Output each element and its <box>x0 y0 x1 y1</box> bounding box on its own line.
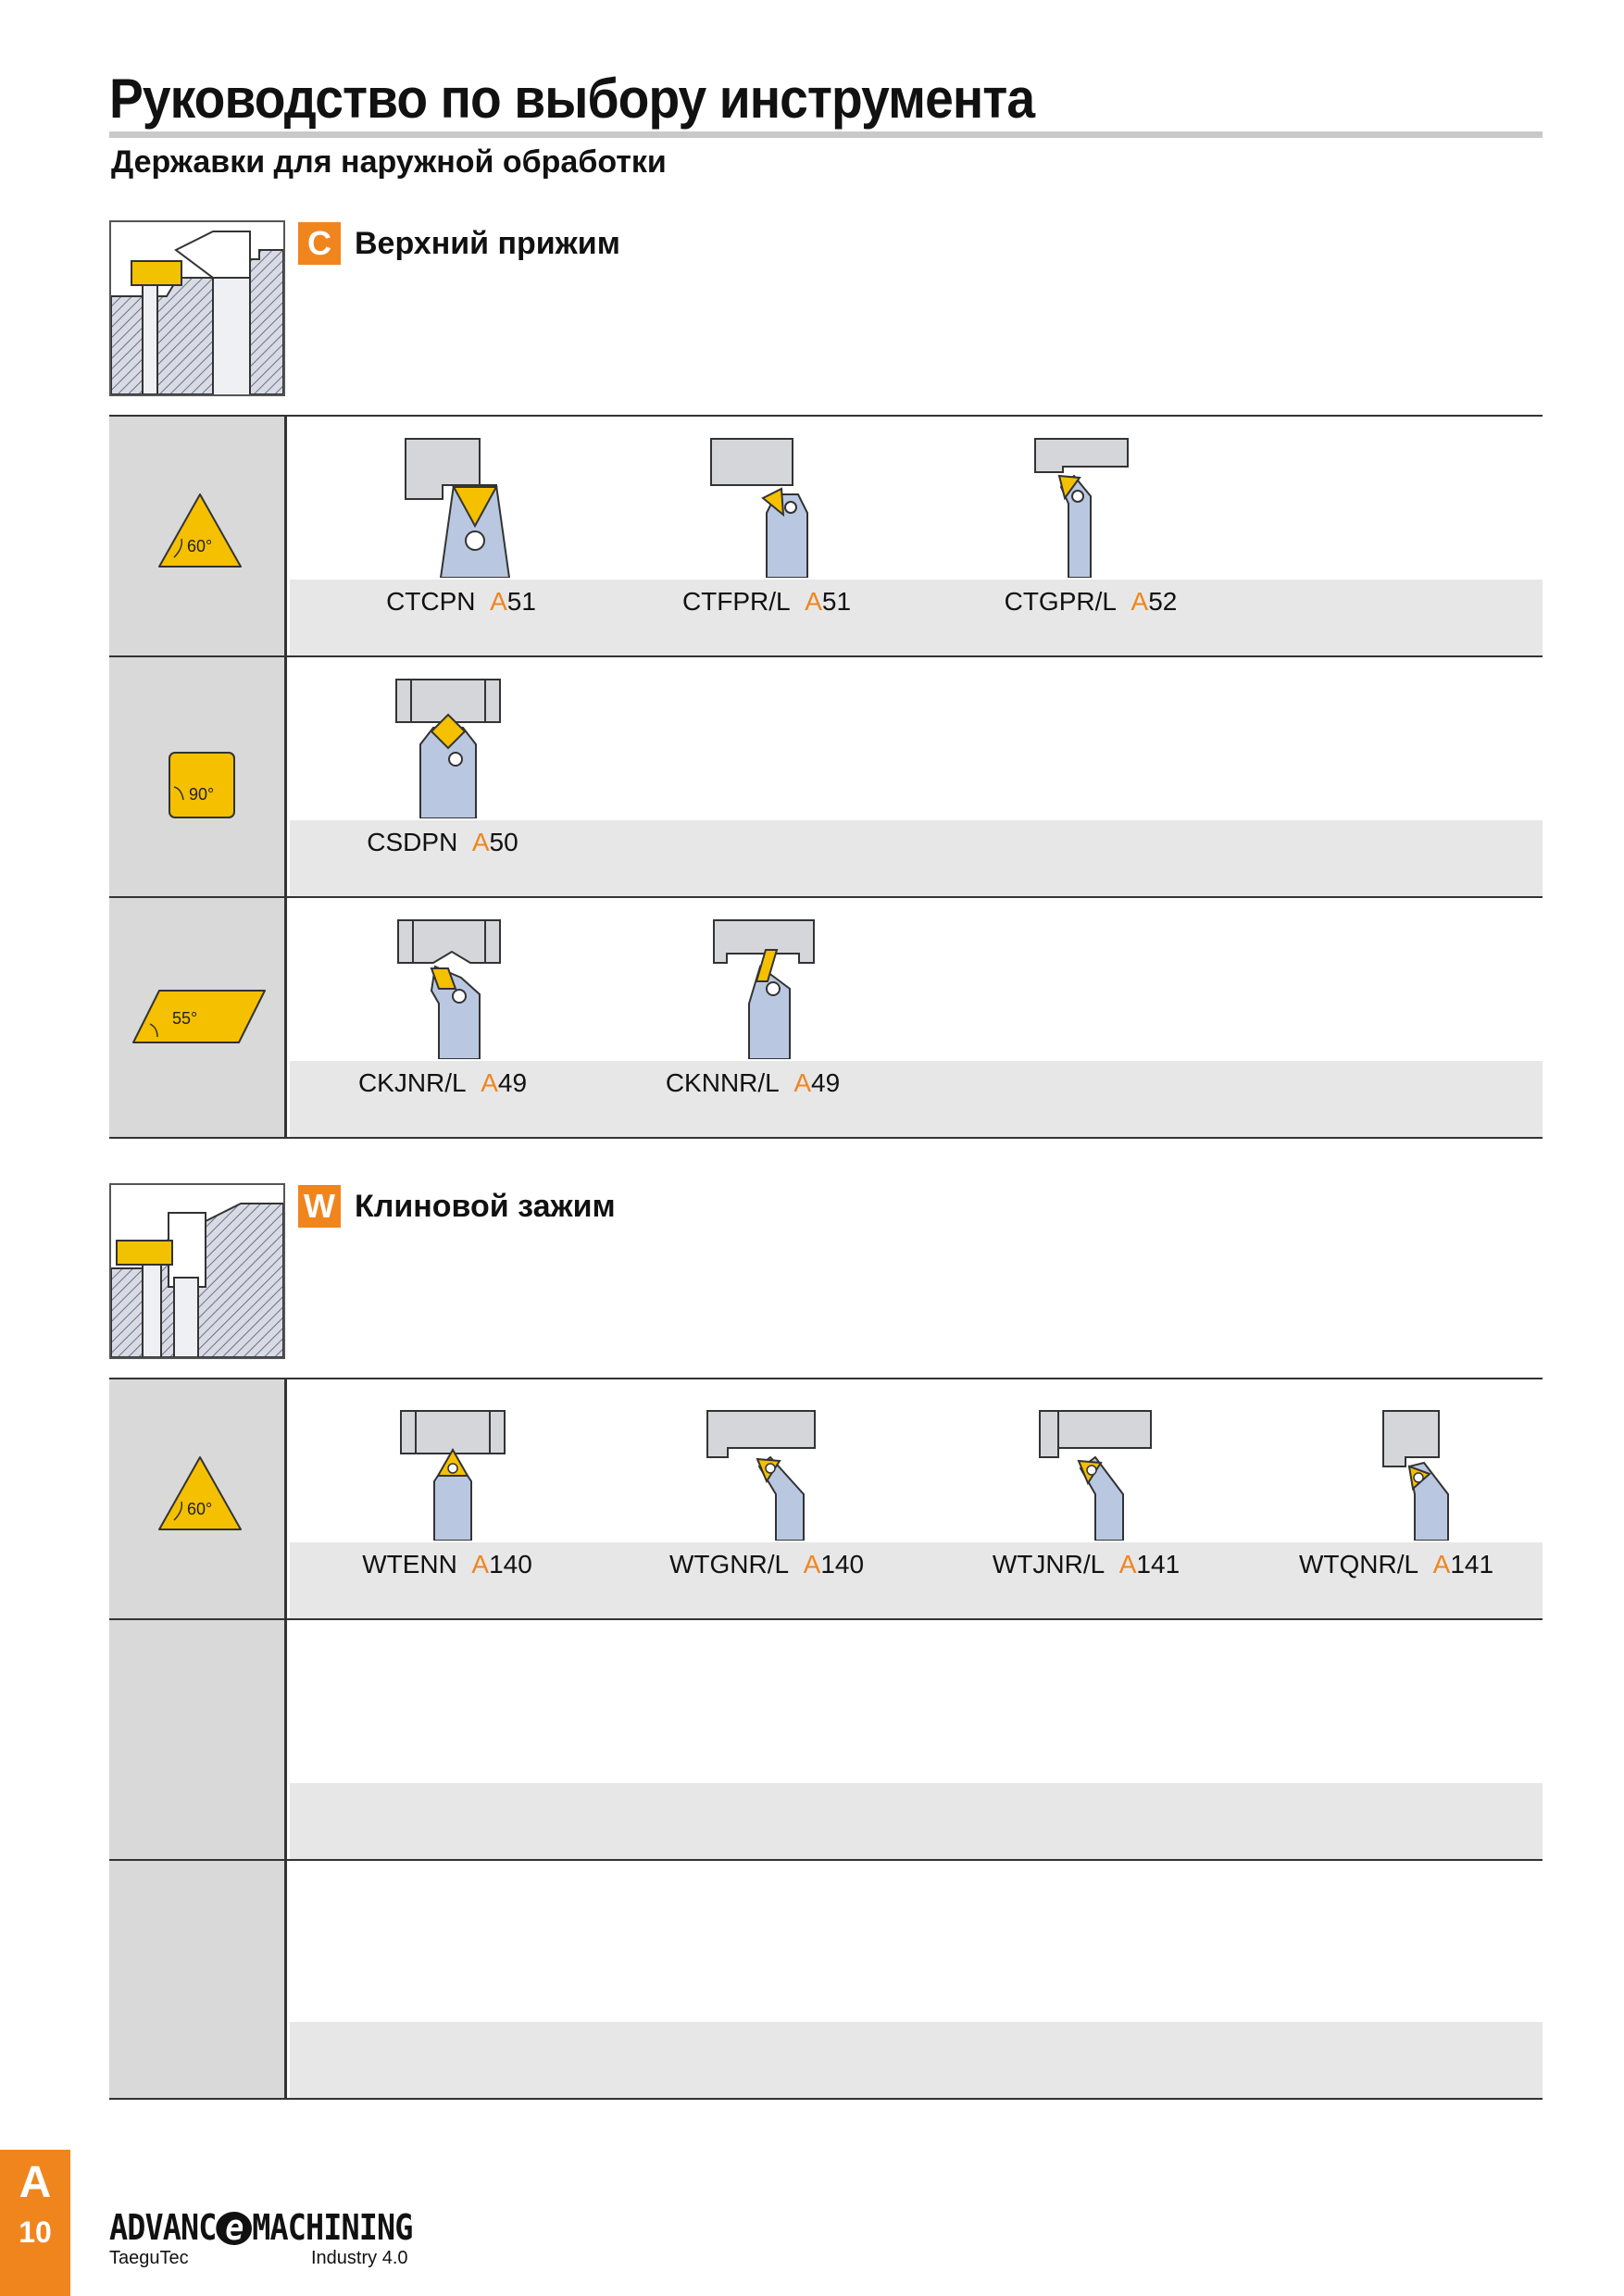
page-number: 10 <box>19 2215 52 2249</box>
section-c-bottom-rule <box>109 1137 1543 1139</box>
row-rhombus-55 <box>109 896 1543 1137</box>
tool-cknnr[interactable] <box>614 898 892 1137</box>
tool-label: WTENN A140 <box>362 1550 532 1578</box>
tool-label: WTGNR/L A140 <box>668 1550 865 1578</box>
insert-cell <box>109 1379 287 1618</box>
tool-label: WTQNR/L A141 <box>1298 1550 1494 1578</box>
insert-cell <box>109 657 287 896</box>
insert-angle-label: 60° <box>187 1500 213 1518</box>
row-triangle-60 <box>109 415 1543 655</box>
insert-cell <box>109 417 287 655</box>
wtjnr-holder-icon <box>1003 1392 1169 1541</box>
insert-angle-label: 60° <box>187 537 213 555</box>
row-square-90 <box>109 655 1543 896</box>
tool-csdpn[interactable] <box>304 657 581 896</box>
tool-ckjnr[interactable] <box>304 898 581 1137</box>
cknnr-holder-icon <box>669 911 836 1059</box>
csdpn-holder-icon <box>359 670 526 818</box>
logo-brand: TaeguTec <box>109 2248 189 2268</box>
wtqnr-holder-icon <box>1313 1392 1480 1541</box>
tool-label: CKJNR/L A49 <box>357 1068 528 1097</box>
tool-label: CSDPN A50 <box>367 828 518 856</box>
insert-angle-label: 90° <box>189 785 215 804</box>
insert-cell <box>109 1861 287 2098</box>
wtgnr-holder-icon <box>683 1392 850 1541</box>
tool-ctcpn[interactable] <box>322 417 600 655</box>
square-insert-icon <box>167 750 237 820</box>
section-title-top-clamp: Верхний прижим <box>355 226 620 261</box>
tool-wtgnr[interactable] <box>628 1379 906 1618</box>
tool-ctfpr[interactable] <box>628 417 906 655</box>
tool-label: WTJNR/L A141 <box>992 1550 1181 1578</box>
wedge-clamp-illustration <box>109 1183 285 1359</box>
page-tab-letter: A <box>19 2158 52 2207</box>
row-triangle-60-w <box>109 1378 1543 1618</box>
section-title-wedge-clamp: Клиновой зажим <box>355 1189 616 1224</box>
row-empty-2 <box>109 1859 1543 2100</box>
tool-wtenn[interactable] <box>308 1379 586 1618</box>
wtenn-holder-icon <box>364 1392 531 1541</box>
insert-angle-label: 55° <box>172 1009 198 1028</box>
rhombus-insert-icon <box>130 987 269 1046</box>
advance-machining-logo: ADVANC e MACHINING TaeguTec Industry 4.0 <box>109 2207 413 2268</box>
insert-cell <box>109 898 287 1137</box>
page-title: Руководство по выбору инструмента <box>109 68 1035 130</box>
page-tab <box>0 2150 70 2296</box>
label-strip <box>290 2022 1543 2098</box>
tool-ctgpr[interactable] <box>952 417 1230 655</box>
ctgpr-holder-icon <box>1007 430 1174 578</box>
tool-label: CKNNR/L A49 <box>665 1068 841 1097</box>
label-strip <box>290 1783 1543 1859</box>
triangle-insert-icon <box>156 491 244 574</box>
title-divider <box>109 131 1543 138</box>
tool-wtjnr[interactable] <box>947 1379 1225 1618</box>
section-badge-w: W <box>298 1185 341 1228</box>
logo-tagline: Industry 4.0 <box>311 2248 408 2268</box>
section-badge-c: C <box>298 222 341 265</box>
ctfpr-holder-icon <box>683 430 850 578</box>
tool-wtqnr[interactable] <box>1257 1379 1535 1618</box>
row-empty-1 <box>109 1618 1543 1859</box>
tool-label: CTCPN A51 <box>386 587 536 616</box>
tool-label: CTGPR/L A52 <box>1004 587 1178 616</box>
page-subtitle: Державки для наружной обработки <box>111 144 667 180</box>
ctcpn-holder-icon <box>378 430 544 578</box>
top-clamp-illustration <box>109 220 285 396</box>
triangle-insert-icon <box>156 1454 244 1537</box>
insert-cell <box>109 1620 287 1859</box>
ckjnr-holder-icon <box>359 911 526 1059</box>
tool-label: CTFPR/L A51 <box>681 587 852 616</box>
